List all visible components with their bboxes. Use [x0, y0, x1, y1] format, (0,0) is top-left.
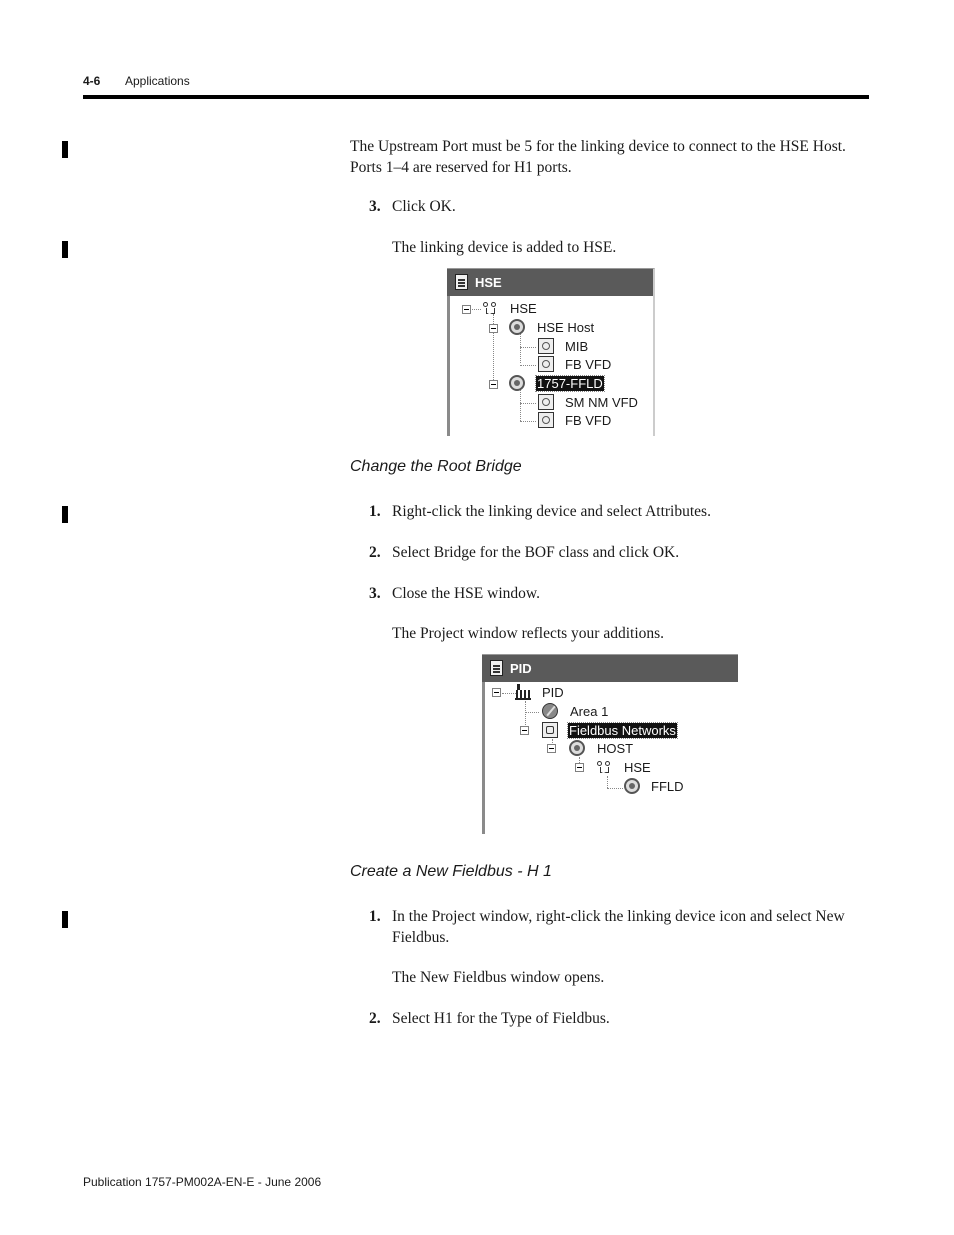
header-rule: [83, 95, 869, 99]
tree-node-hse-host[interactable]: HSE Host: [537, 320, 595, 335]
section-title: Applications: [125, 74, 190, 88]
window-icon: [455, 274, 468, 290]
network-icon: [597, 759, 613, 775]
section-heading: Create a New Fieldbus - H 1: [350, 863, 552, 880]
hse-window-title: HSE: [475, 275, 502, 290]
upstream-port-paragraph: The Upstream Port must be 5 for the linking device to connect to the HSE Host. Ports 1–4 are reserved for H1 ports.: [350, 138, 846, 176]
network-icon: [483, 300, 499, 316]
collapse-toggle[interactable]: [492, 688, 501, 697]
pid-window-titlebar: [482, 655, 738, 682]
collapse-toggle[interactable]: [462, 305, 471, 314]
tree-node-sm-nm-vfd[interactable]: SM NM VFD: [565, 395, 638, 410]
window-border: [447, 296, 450, 436]
hse-window-screenshot: [447, 268, 655, 436]
window-icon: [490, 660, 503, 676]
step-number: 3.: [369, 198, 381, 215]
section-heading: Change the Root Bridge: [350, 458, 522, 475]
tree-node-fieldbus-networks[interactable]: Fieldbus Networks: [569, 723, 676, 738]
step-number: 3.: [369, 585, 381, 602]
step-text: Select Bridge for the BOF class and click OK.: [392, 544, 680, 561]
collapse-toggle[interactable]: [575, 763, 584, 772]
block-icon: [538, 356, 554, 372]
publication-footer: Publication 1757-PM002A-EN-E - June 2006: [83, 1175, 322, 1189]
tree-node-hse[interactable]: HSE: [624, 760, 651, 775]
collapse-toggle[interactable]: [520, 726, 529, 735]
step-text: Right-click the linking device and select Attributes.: [392, 503, 711, 520]
result-paragraph: The New Fieldbus window opens.: [392, 969, 605, 986]
collapse-toggle[interactable]: [489, 324, 498, 333]
device-icon: [624, 778, 640, 794]
step-number: 2.: [369, 1010, 381, 1027]
area-icon: [542, 703, 558, 719]
collapse-toggle[interactable]: [547, 744, 556, 753]
block-icon: [538, 394, 554, 410]
step-number: 2.: [369, 544, 381, 561]
plant-icon: [515, 684, 531, 700]
collapse-toggle[interactable]: [489, 380, 498, 389]
step-text: Click OK.: [392, 198, 456, 215]
step-number: 1.: [369, 908, 381, 925]
result-paragraph: The linking device is added to HSE.: [392, 239, 617, 256]
page-number: 4-6: [83, 74, 101, 88]
step-text: Close the HSE window.: [392, 585, 540, 602]
change-bar: [62, 911, 68, 928]
block-icon: [538, 412, 554, 428]
change-bar: [62, 141, 68, 158]
tree-node-ffld[interactable]: FFLD: [651, 779, 684, 794]
device-icon: [509, 375, 525, 391]
tree-node-pid[interactable]: PID: [542, 685, 564, 700]
tree-node-hse[interactable]: HSE: [510, 301, 537, 316]
change-bar: [62, 241, 68, 258]
step-text: Select H1 for the Type of Fieldbus.: [392, 1010, 610, 1027]
step-number: 1.: [369, 503, 381, 520]
step-text: In the Project window, right-click the linking device icon and select New Fieldbus.: [392, 908, 845, 946]
window-border: [482, 682, 485, 834]
tree-node-host[interactable]: HOST: [597, 741, 634, 756]
tree-node-fb-vfd[interactable]: FB VFD: [565, 357, 612, 372]
device-icon: [569, 740, 585, 756]
pid-window-screenshot: [482, 654, 738, 834]
tree-node-mib[interactable]: MIB: [565, 339, 589, 354]
block-icon: [538, 338, 554, 354]
pid-window-title: PID: [510, 661, 532, 676]
hse-window-titlebar: [447, 269, 653, 296]
tree-node-fb-vfd[interactable]: FB VFD: [565, 413, 612, 428]
device-icon: [509, 319, 525, 335]
tree-node-1757-ffld[interactable]: 1757-FFLD: [537, 376, 603, 391]
fieldbus-networks-icon: [542, 722, 558, 738]
change-bar: [62, 506, 68, 523]
result-paragraph: The Project window reflects your additions.: [392, 625, 665, 642]
tree-node-area-1[interactable]: Area 1: [570, 704, 609, 719]
